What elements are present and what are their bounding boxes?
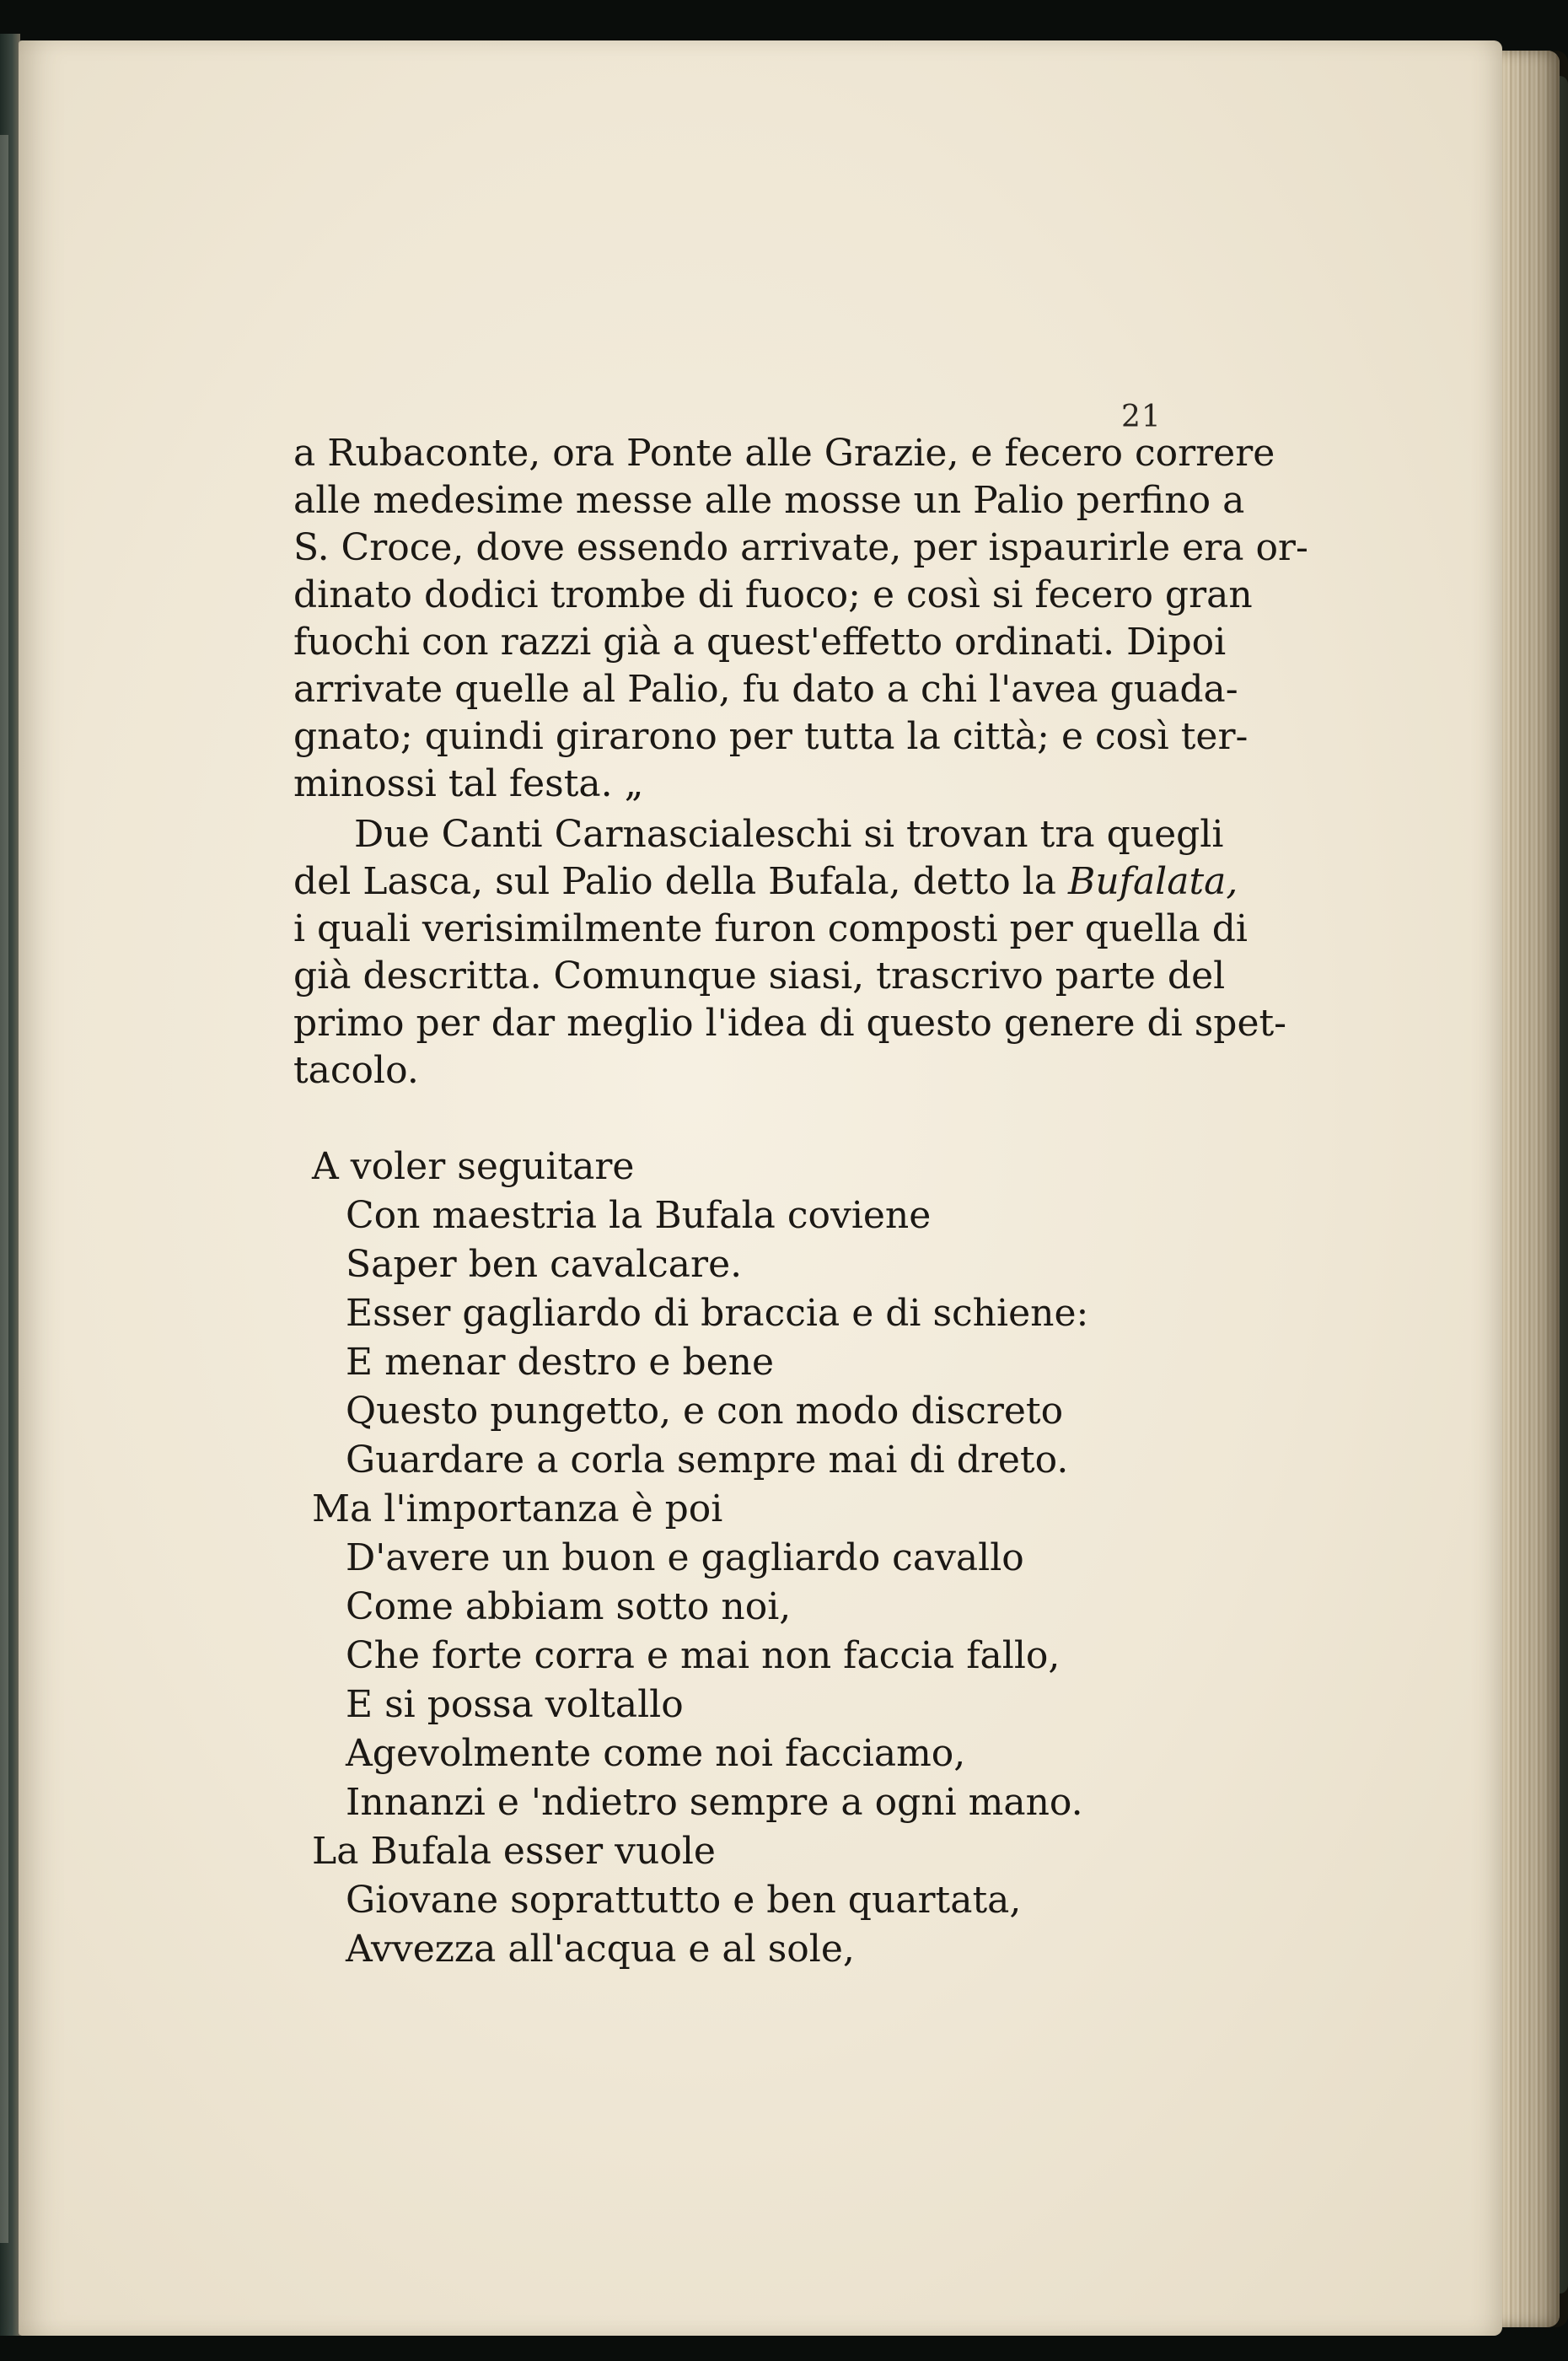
- prose-line: tacolo.: [293, 1049, 419, 1092]
- verse-line: Agevolmente come noi facciamo,: [346, 1732, 966, 1775]
- prose-line: dinato dodici trombe di fuoco; e così si fecero gran: [293, 573, 1253, 616]
- prose-line: arrivate quelle al Palio, fu dato a chi l'avea guada-: [293, 668, 1238, 711]
- prose-line: già descritta. Comunque siasi, trascrivo parte del: [293, 955, 1226, 998]
- prose-line: Due Canti Carnascialeschi si trovan tra quegli: [354, 813, 1224, 856]
- verse-line: E menar destro e bene: [346, 1341, 775, 1384]
- prose-line: gnato; quindi girarono per tutta la città; e così ter-: [293, 715, 1248, 758]
- verse-line: Esser gagliardo di braccia e di schiene:: [346, 1292, 1089, 1335]
- verse-line: Con maestria la Bufala coviene: [346, 1194, 932, 1237]
- left-page-sliver: [0, 135, 8, 2243]
- page-stack-shadow: [1501, 51, 1568, 2327]
- prose-line: minossi tal festa. „: [293, 762, 644, 805]
- page-number: 21: [1121, 400, 1162, 434]
- italic-title: Bufalata,: [1067, 860, 1238, 903]
- verse-line: Ma l'importanza è poi: [312, 1487, 723, 1530]
- book-page: [19, 40, 1502, 2336]
- verse-line: Innanzi e 'ndietro sempre a ogni mano.: [346, 1781, 1083, 1824]
- verse-line: Guardare a corla sempre mai di dreto.: [346, 1439, 1069, 1482]
- verse-line: E si possa voltallo: [346, 1683, 684, 1726]
- verse-line: D'avere un buon e gagliardo cavallo: [346, 1536, 1024, 1579]
- prose-line: fuochi con razzi già a quest'effetto ordinati. Dipoi: [293, 621, 1227, 664]
- verse-line: Come abbiam sotto noi,: [346, 1585, 792, 1628]
- prose-line: primo per dar meglio l'idea di questo genere di spet-: [293, 1002, 1287, 1045]
- prose-line: S. Croce, dove essendo arrivate, per ispaurirle era or-: [293, 526, 1308, 569]
- left-page-edge: [0, 34, 20, 2336]
- verse-line: Avvezza all'acqua e al sole,: [346, 1928, 855, 1971]
- prose-line: [293, 858, 1238, 906]
- verse-line: La Bufala esser vuole: [312, 1830, 716, 1873]
- prose-text: del Lasca, sul Palio della Bufala, detto la: [293, 860, 1068, 903]
- verse-line: Che forte corra e mai non faccia fallo,: [346, 1634, 1061, 1677]
- verse-line: Questo pungetto, e con modo discreto: [346, 1390, 1064, 1433]
- prose-line: a Rubaconte, ora Ponte alle Grazie, e fecero correre: [293, 432, 1275, 475]
- verse-line: Saper ben cavalcare.: [346, 1243, 743, 1286]
- prose-line: alle medesime messe alle mosse un Palio perfino a: [293, 479, 1245, 522]
- verse-line: Giovane soprattutto e ben quartata,: [346, 1879, 1022, 1922]
- verse-line: A voler seguitare: [312, 1145, 635, 1188]
- prose-line: i quali verisimilmente furon composti per quella di: [293, 907, 1248, 950]
